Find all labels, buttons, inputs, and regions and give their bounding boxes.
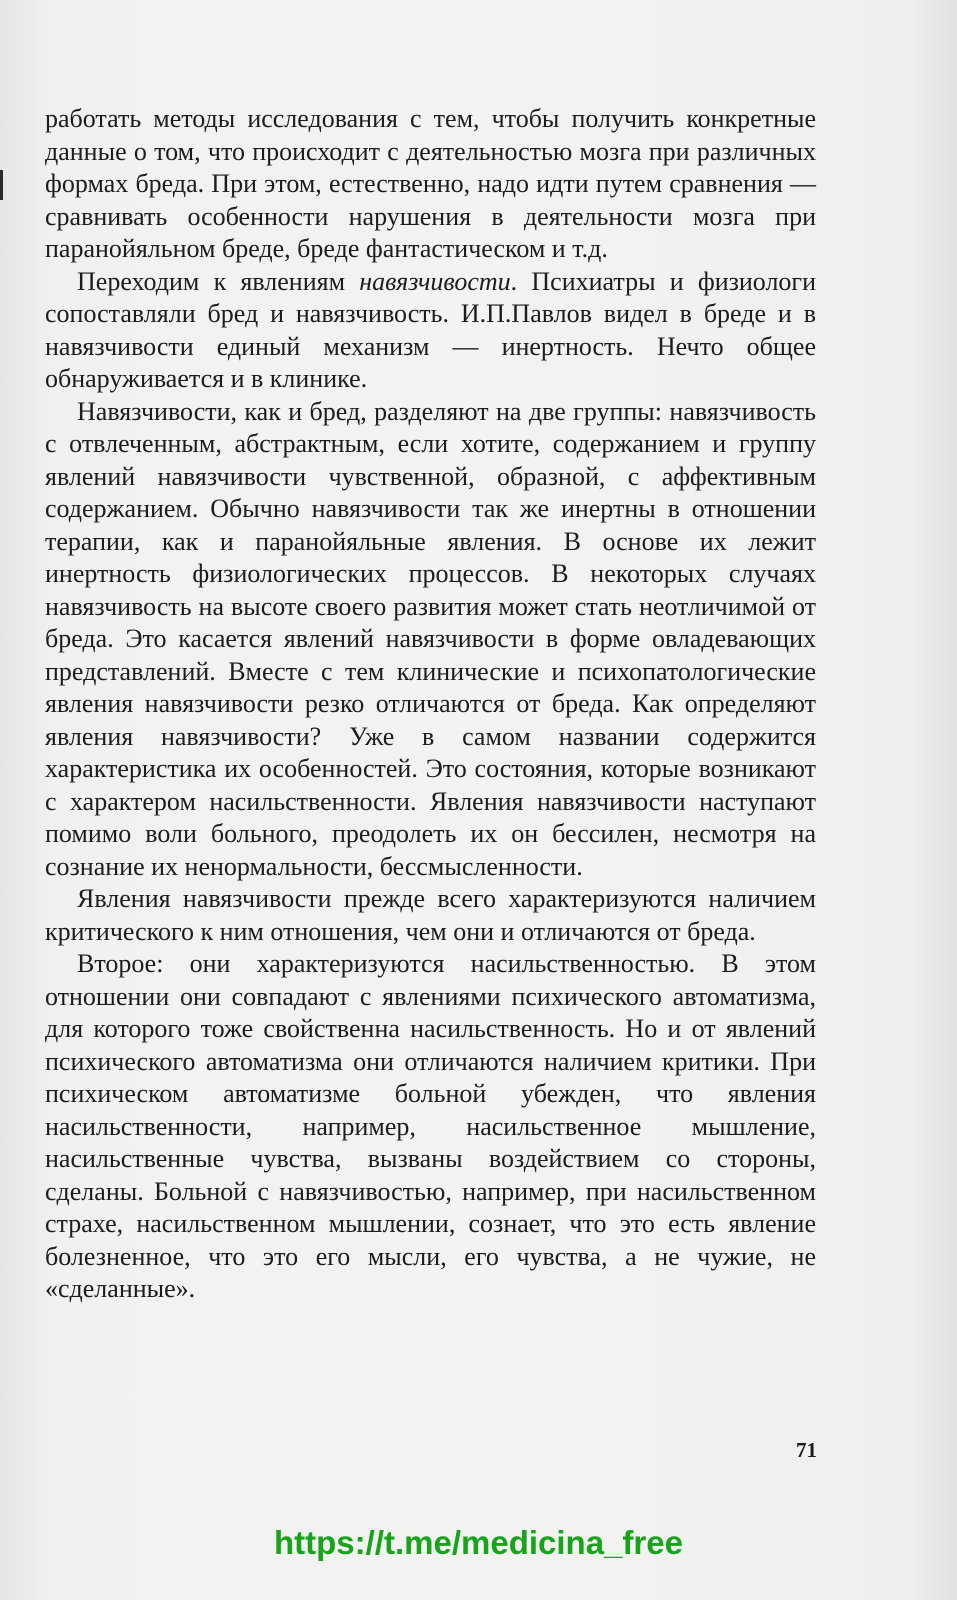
paragraph-5: Второе: они характеризуются насильственностью. В этом отношении они совпадают с явлениями психического автоматизма, для которого тоже свойственна насильственность. Но и от явлений психического автоматизма они отличаются наличием критики. При психическом автоматизме больной убежден, что явления насильственности, например, насильственное мышление, насильственные чувства, вызваны воздействием со стороны, сделаны. Больной с навязчивостью, например, при насильственном страхе, насильственном мышлении, сознает, что это есть явление болезненное, что это его мысли, его чувства, а не чужие, не «сделанные». xyxy=(45,949,816,1303)
paragraph-3: Навязчивости, как и бред, разделяют на две группы: навязчивость с отвлеченным, абстрактным, если хотите, содержанием и группу явлений навязчивости чувственной, образной, с аффективным содержанием. Обычно навязчивости так же инертны в отношении терапии, как и паранойяльные явления. В основе их лежит инертность физиологических процессов. В некоторых случаях навязчивость на высоте своего развития может стать неотличимой от бреда. Это касается явлений навязчивости в форме овладевающих представлений. Вместе с тем клинические и психопатологические явления навязчивости резко отличаются от бреда. Как определяют явления навязчивости? Уже в самом названии содержится характеристика их особенностей. Это состояния, которые возникают с характером насильственности. Явления навязчивости наступают помимо воли больного, преодолеть их он бессилен, несмотря на сознание их ненормальности, бессмысленности. xyxy=(45,396,816,881)
paragraph-2-start: Переходим к явлениям xyxy=(77,266,360,296)
paragraph-2-rest: . Психиатры и физиологи сопоставляли бред и навязчивость. И.П.Павлов видел в бреде и в навязчивости единый механизм — инертность. Нечто общее обнаруживается и в клинике. xyxy=(45,266,817,393)
emphasized-term: навязчивости xyxy=(359,266,511,296)
paragraph-4: Явления навязчивости прежде всего характеризуются наличием критического к ним отношения, чем они и отличаются от бреда. xyxy=(45,884,816,946)
paragraph-2 xyxy=(45,266,816,396)
body-text xyxy=(45,103,816,1306)
paragraph-1: работать методы исследования с тем, чтобы получить конкретные данные о том, что происходит с деятельностью мозга при различных формах бреда. При этом, естественно, надо идти путем сравнения — сравнивать особенности нарушения в деятельности мозга при паранойяльном бреде, бреде фантастическом и т.д. xyxy=(45,104,816,263)
telegram-link[interactable]: https://t.me/medicina_free xyxy=(274,1524,683,1561)
page-number: 71 xyxy=(796,1438,817,1462)
page-edge-mark xyxy=(0,170,3,200)
